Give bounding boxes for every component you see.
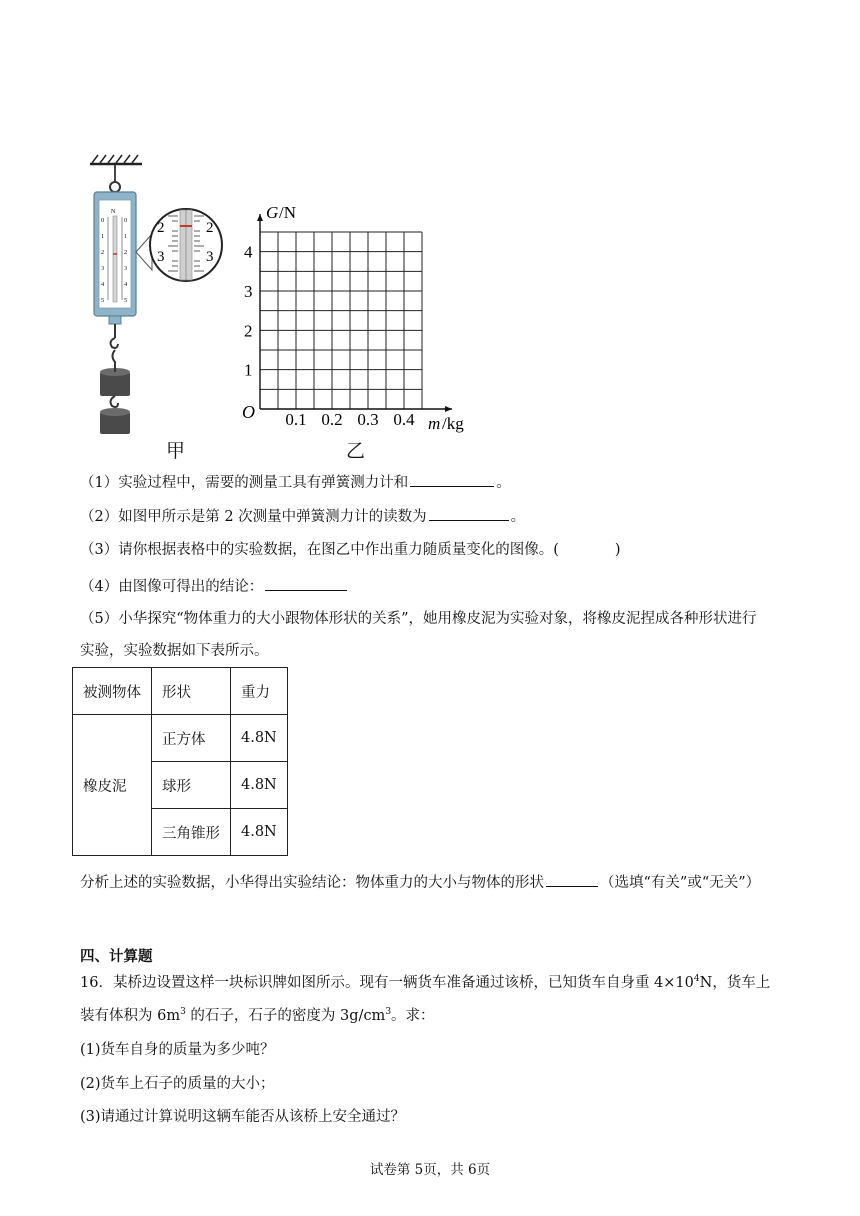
x-axis-unit: /kg <box>442 414 464 433</box>
problem-16-text-d: 的石子，石子的密度为 3g/cm <box>185 1008 386 1024</box>
problem-16-text-c: 装有体积为 6m <box>80 1008 181 1024</box>
problem-16-sub-2: (2)货车上石子的质量的大小； <box>80 1076 275 1092</box>
y-tick-label: 3 <box>244 282 253 301</box>
question-2-end: 。 <box>510 509 526 525</box>
figure-label-jia: 甲 <box>166 440 186 462</box>
chart-axes <box>257 214 452 412</box>
y-tick-label: 4 <box>244 242 253 262</box>
svg-text:2: 2 <box>101 249 105 256</box>
svg-text:3: 3 <box>124 265 128 272</box>
svg-text:0: 0 <box>101 217 105 224</box>
origin-label: O <box>242 402 255 422</box>
question-2-text: （2）如图甲所示是第 2 次测量中弹簧测力计的读数为 <box>80 509 427 525</box>
svg-text:1: 1 <box>124 233 128 240</box>
table-weight-cell: 4.8N <box>231 809 288 856</box>
y-axis-unit: /N <box>279 203 296 222</box>
question-2 <box>80 506 525 527</box>
svg-text:4: 4 <box>101 281 105 288</box>
exponent: 3 <box>385 1007 392 1018</box>
x-tick-label: 0.3 <box>357 410 379 429</box>
x-tick-label: 0.2 <box>321 410 343 429</box>
svg-text:3: 3 <box>206 249 214 265</box>
table-row <box>73 715 288 762</box>
question-1-end: 。 <box>496 475 511 491</box>
answer-blank-1[interactable] <box>410 472 494 487</box>
y-tick-label: 1 <box>244 360 253 380</box>
y-axis-arrow <box>257 214 263 221</box>
page-footer: 试卷第 5页，共 6页 <box>369 1162 491 1178</box>
problem-16-sub-1: (1)货车自身的质量为多少吨？ <box>80 1042 275 1058</box>
problem-16-text-e: 。求： <box>391 1008 435 1024</box>
figure-label-yi: 乙 <box>346 440 366 462</box>
table-shape-cell: 三角锥形 <box>152 809 231 856</box>
shape-weight-table <box>72 667 288 856</box>
ceiling-hatch <box>90 155 142 164</box>
svg-text:2: 2 <box>206 220 214 236</box>
section-title: 四、计算题 <box>80 948 153 965</box>
problem-16-sub-3: (3)请通过计算说明这辆车能否从该桥上安全通过？ <box>80 1109 406 1125</box>
problem-16-line-1 <box>80 973 770 993</box>
zoom-magnifier <box>136 209 222 281</box>
x-tick-label: 0.1 <box>285 410 307 429</box>
svg-text:5: 5 <box>101 297 105 304</box>
analysis-line <box>80 872 760 893</box>
table-shape-cell: 球形 <box>152 762 231 809</box>
scale-unit-label: N <box>111 209 116 215</box>
hook-weights <box>100 368 130 434</box>
answer-blank-5[interactable] <box>546 872 598 887</box>
gravity-mass-chart <box>236 196 486 436</box>
question-5-line-2: 实验，实验数据如下表所示。 <box>80 643 269 659</box>
exponent: 3 <box>180 1007 186 1018</box>
table-weight-cell: 4.8N <box>231 762 288 809</box>
spring-scale-figure <box>84 150 244 440</box>
x-axis-arrow <box>445 406 452 412</box>
table-header-cell: 重力 <box>231 668 288 715</box>
question-3-text: （3）请你根据表格中的实验数据，在图乙中作出重力随质量变化的图像。( <box>80 542 559 558</box>
exponent: 4 <box>693 974 700 985</box>
problem-16-line-2 <box>80 1006 435 1026</box>
question-3 <box>80 540 621 560</box>
y-axis-symbol: G <box>266 203 279 222</box>
question-4 <box>80 576 349 597</box>
x-tick-label: 0.4 <box>393 410 415 429</box>
svg-text:4: 4 <box>124 281 128 288</box>
table-header-cell: 被测物体 <box>73 668 152 715</box>
analysis-text: 分析上述的实验数据，小华得出实验结论：物体重力的大小与物体的形状 <box>80 875 544 891</box>
svg-text:2: 2 <box>157 220 165 236</box>
svg-text:1: 1 <box>101 233 105 240</box>
table-weight-cell: 4.8N <box>231 715 288 762</box>
chart-grid <box>260 232 422 409</box>
analysis-end: （选填“有关”或“无关”） <box>600 875 761 891</box>
question-1 <box>80 472 511 493</box>
svg-text:3: 3 <box>101 265 105 272</box>
table-header-row <box>73 668 288 715</box>
problem-16-text-a: 16．某桥边设置这样一块标识牌如图所示。现有一辆货车准备通过该桥，已知货车自身重 4×10 <box>80 975 694 991</box>
table-header-cell: 形状 <box>152 668 231 715</box>
svg-text:3: 3 <box>157 249 165 265</box>
answer-blank-4[interactable] <box>265 576 347 591</box>
svg-text:5: 5 <box>124 297 128 304</box>
question-3-end: ) <box>614 542 621 558</box>
x-axis-symbol: m <box>428 414 441 433</box>
answer-blank-2[interactable] <box>429 506 509 521</box>
question-1-text: （1）实验过程中，需要的测量工具有弹簧测力计和 <box>80 475 409 491</box>
problem-16-text-b: N，货车上 <box>699 975 771 991</box>
chart-tick-labels <box>244 243 415 429</box>
table-shape-cell: 正方体 <box>152 715 231 762</box>
question-4-text: （4）由图像可得出的结论： <box>80 579 264 595</box>
y-tick-label: 2 <box>244 321 253 341</box>
question-5-line-1: （5）小华探究“物体重力的大小跟物体形状的关系”，她用橡皮泥为实验对象，将橡皮泥捏成各种形状进行 <box>80 611 757 627</box>
table-object-cell: 橡皮泥 <box>73 715 152 856</box>
svg-text:2: 2 <box>124 249 128 256</box>
svg-text:0: 0 <box>124 217 128 224</box>
